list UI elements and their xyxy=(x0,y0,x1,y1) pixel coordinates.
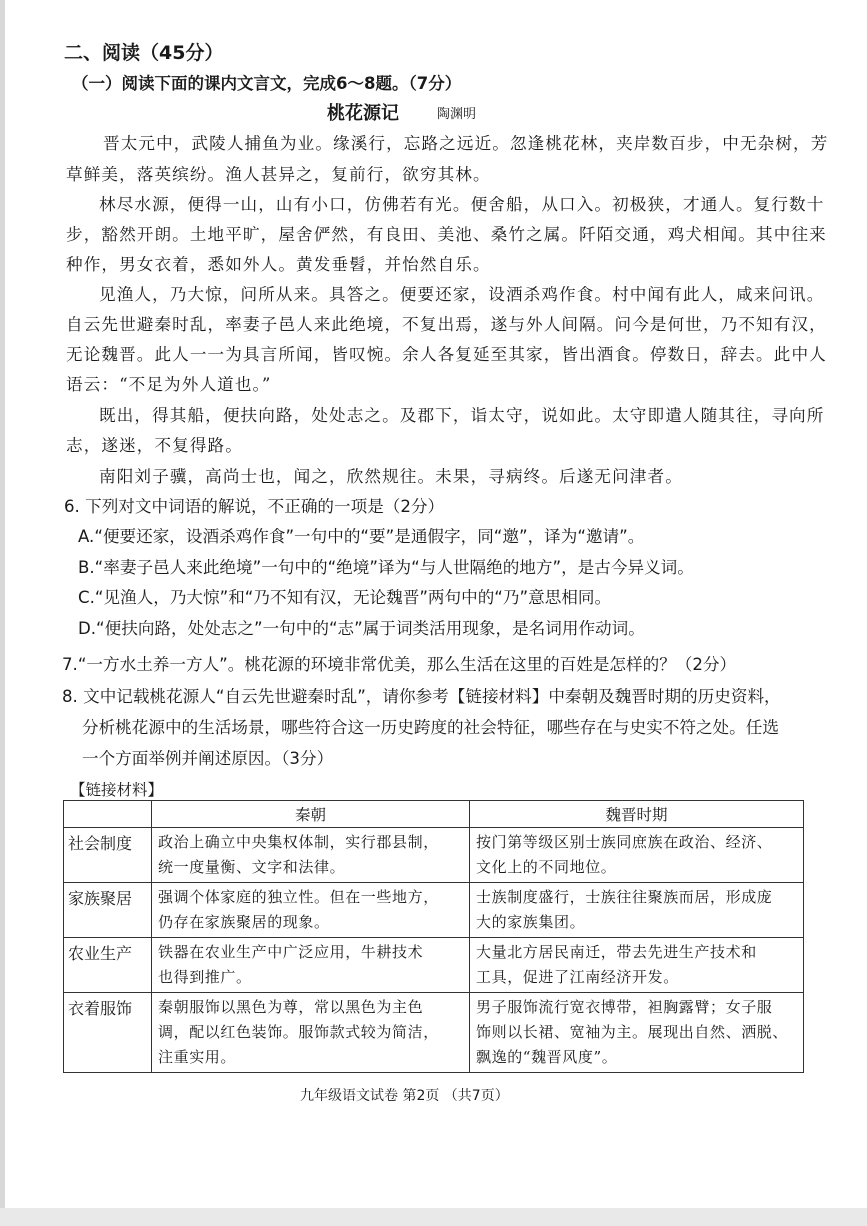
question-6-option-b: B.“率妻子邑人来此绝境”一句中的“绝境”译为“与人世隔绝的地方”，是古今异义词。 xyxy=(78,558,694,577)
question-6-option-d: D.“便扶向路，处处志之”一句中的“志”属于词类活用现象，是名词用作动词。 xyxy=(78,619,645,638)
cell-line: 统一度量衡、文字和法律。 xyxy=(158,858,346,876)
page-edge-shadow xyxy=(0,0,5,1226)
table-row xyxy=(64,938,804,993)
cell-line: 秦朝服饰以黑色为尊，常以黑色为主色 xyxy=(158,998,424,1016)
question-6-option-c: C.“见渔人，乃大惊”和“乃不知有汉，无论魏晋”两句中的“乃”意思相同。 xyxy=(78,588,612,607)
cell-weijin xyxy=(470,883,804,938)
passage-line: 林尽水源，便得一山，山有小口，仿佛若有光。便舍船，从口入。初极狭，才通人。复行数十 xyxy=(99,195,825,214)
table-header-qin: 秦朝 xyxy=(152,801,470,828)
row-head-clothing: 衣着服饰 xyxy=(64,993,152,1073)
poem-author: 陶渊明 xyxy=(437,107,477,122)
cell-line: 也得到推广。 xyxy=(158,968,252,986)
section-title: 二、阅读（45分） xyxy=(64,42,224,64)
row-head-social-system: 社会制度 xyxy=(64,828,152,883)
question-7: 7.“一方水土养一方人”。桃花源的环境非常优美，那么生活在这里的百姓是怎样的？（2分） xyxy=(62,655,737,674)
cell-weijin xyxy=(470,993,804,1073)
cell-qin xyxy=(152,993,470,1073)
cell-line: 男子服饰流行宽衣博带，袒胸露臂；女子服 xyxy=(476,998,773,1016)
subsection-title: （一）阅读下面的课内文言文，完成6～8题。（7分） xyxy=(72,74,462,93)
cell-line: 文化上的不同地位。 xyxy=(476,858,617,876)
cell-weijin xyxy=(470,828,804,883)
row-head-family-settlement: 家族聚居 xyxy=(64,883,152,938)
passage-line: 无论魏晋。此人一一为具言所闻，皆叹惋。余人各复延至其家，皆出酒食。停数日，辞去。此中人 xyxy=(66,345,827,364)
question-6-stem: 6. 下列对文中词语的解说，不正确的一项是（2分） xyxy=(64,497,445,516)
question-8-line: 8. 文中记载桃花源人“自云先世避秦时乱”，请你参考【链接材料】中秦朝及魏晋时期的历史资料， xyxy=(62,687,781,706)
materials-label: 【链接材料】 xyxy=(70,781,164,799)
poem-title: 桃花源记 xyxy=(327,103,399,124)
cell-line: 政治上确立中央集权体制，实行郡县制， xyxy=(158,833,439,851)
cell-weijin xyxy=(470,938,804,993)
passage-line: 晋太元中，武陵人捕鱼为业。缘溪行，忘路之远近。忽逢桃花林，夹岸数百步，中无杂树，芳 xyxy=(103,134,829,153)
passage-line: 南阳刘子骥，高尚士也，闻之，欣然规往。未果，寻病终。后遂无问津者。 xyxy=(99,467,683,486)
row-head-agriculture: 农业生产 xyxy=(64,938,152,993)
question-6-option-a: A.“便要还家，设酒杀鸡作食”一句中的“要”是通假字，同“邀”，译为“邀请”。 xyxy=(78,527,645,546)
table-row xyxy=(64,883,804,938)
cell-line: 工具，促进了江南经济开发。 xyxy=(476,968,679,986)
cell-line: 按门第等级区别士族同庶族在政治、经济、 xyxy=(476,833,773,851)
passage-line: 见渔人，乃大惊，问所从来。具答之。便要还家，设酒杀鸡作食。村中闻有此人，咸来问讯。 xyxy=(99,285,825,304)
passage-line: 语云：“不足为外人道也。” xyxy=(66,375,272,394)
cell-line: 士族制度盛行，士族往往聚族而居，形成庞 xyxy=(476,888,773,906)
passage-line: 既出，得其船，便扶向路，处处志之。及郡下，诣太守，说如此。太守即遣人随其往，寻向所 xyxy=(99,406,825,425)
cell-line: 注重实用。 xyxy=(158,1048,237,1066)
materials-table xyxy=(63,800,804,1073)
passage-line: 草鲜美，落英缤纷。渔人甚异之，复前行，欲穷其林。 xyxy=(66,165,491,184)
question-8-line: 一个方面举例并阐述原因。（3分） xyxy=(82,749,334,768)
cell-line: 大量北方居民南迁，带去先进生产技术和 xyxy=(476,943,757,961)
table-header-row xyxy=(64,801,804,828)
cell-qin xyxy=(152,828,470,883)
question-8-line: 分析桃花源中的生活场景，哪些符合这一历史跨度的社会特征，哪些存在与史实不符之处。任选 xyxy=(82,718,779,737)
passage-line: 志，遂迷，不复得路。 xyxy=(66,436,243,455)
cell-qin xyxy=(152,938,470,993)
cell-line: 铁器在农业生产中广泛应用，牛耕技术 xyxy=(158,943,424,961)
table-header-corner xyxy=(64,801,152,828)
passage-line: 自云先世避秦时乱，率妻子邑人来此绝境，不复出焉，遂与外人间隔。问今是何世，乃不知有汉， xyxy=(66,315,827,334)
table-row xyxy=(64,828,804,883)
passage-line: 种作，男女衣着，悉如外人。黄发垂髫，并怡然自乐。 xyxy=(66,255,491,274)
cell-qin xyxy=(152,883,470,938)
cell-line: 大的家族集团。 xyxy=(476,913,586,931)
table-header-weijin: 魏晋时期 xyxy=(470,801,804,828)
page-footer: 九年级语文试卷 第2页 （共7页） xyxy=(300,1088,509,1104)
table-row xyxy=(64,993,804,1073)
cell-line: 仍存在家族聚居的现象。 xyxy=(158,913,330,931)
cell-line: 飘逸的“魏晋风度”。 xyxy=(476,1048,618,1066)
cell-line: 强调个体家庭的独立性。但在一些地方， xyxy=(158,888,439,906)
passage-line: 步，豁然开朗。土地平旷，屋舍俨然，有良田、美池、桑竹之属。阡陌交通，鸡犬相闻。其中往来 xyxy=(66,225,827,244)
cell-line: 饰则以长裙、宽袖为主。展现出自然、洒脱、 xyxy=(476,1023,789,1041)
scan-bottom-strip xyxy=(0,1208,867,1226)
cell-line: 调，配以红色装饰。服饰款式较为简洁， xyxy=(158,1023,439,1041)
